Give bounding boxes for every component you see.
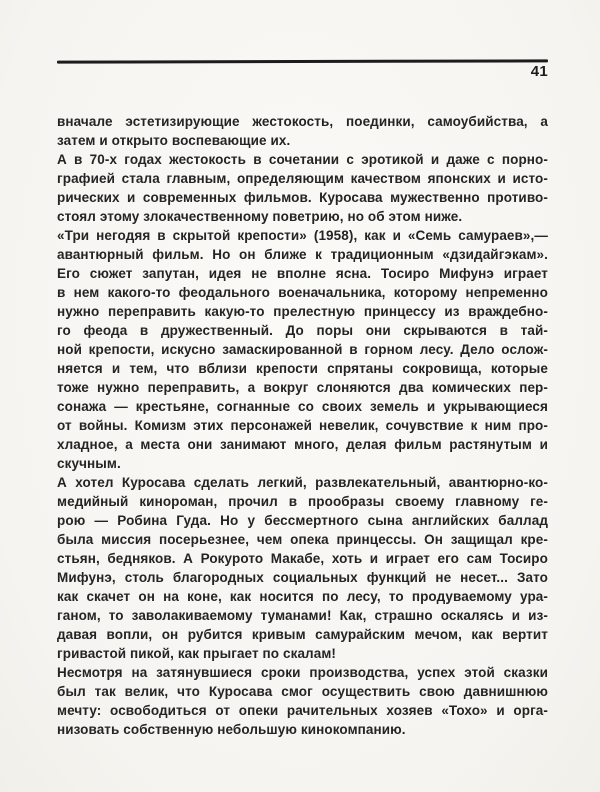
text-line: ганом, то заволакиваемому туманами! Как, страшно оскалясь и из-	[57, 608, 548, 623]
text-line: рических и современных фильмов. Куросава мужественно противо-	[57, 190, 548, 205]
page-number: 41	[530, 63, 548, 80]
text-line: сонажа — крестьяне, согнанные со своих земель и укрывающиеся	[57, 399, 548, 414]
text-line: стоял этому злокачественному поветрию, но об этом ниже.	[57, 209, 463, 224]
text-line: Мифунэ, столь благородных социальных функций не несет... Зато	[57, 570, 548, 585]
text-line: го феода в дружественный. До поры они скрываются в тай-	[57, 323, 548, 338]
text-line: была миссия посерьезнее, чем опека принцессы. Он защищал кре-	[57, 532, 548, 547]
text-line: Несмотря на затянувшиеся сроки производства, успех этой сказки	[57, 665, 548, 680]
text-block	[57, 112, 548, 739]
text-line: был так велик, что Куросава смог осуществить свою давнишнюю	[57, 684, 548, 699]
paragraph-1	[57, 112, 548, 150]
text-line: тоже нужно переправить, а вокруг слоняются два комических пер-	[57, 380, 548, 395]
text-line: графией стала главным, определяющим качеством японских и исто-	[57, 171, 548, 186]
text-line: затем и открыто воспевающие их.	[57, 133, 291, 148]
text-line: Его сюжет запутан, идея не вполне ясна. Тосиро Мифунэ играет	[57, 266, 548, 281]
text-line: рою — Робина Гуда. Но у бессмертного сына английских баллад	[57, 513, 548, 528]
text-line: гривастой пикой, как прыгает по скалам!	[57, 646, 337, 661]
paragraph-5	[57, 663, 548, 739]
text-line: в нем какого-то феодального военачальника, которому непременно	[57, 285, 548, 300]
paragraph-4	[57, 473, 548, 663]
text-line: мечту: освободиться от опеки рачительных хозяев «Тохо» и орга-	[57, 703, 548, 718]
text-line: А хотел Куросава сделать легкий, развлекательный, авантюрно-ко-	[57, 475, 548, 490]
text-line: скучным.	[57, 456, 121, 471]
paragraph-3	[57, 226, 548, 473]
text-line: хладное, а места они занимают много, делая фильм растянутым и	[57, 437, 548, 452]
text-line: «Три негодяя в скрытой крепости» (1958), как и «Семь самураев»,—	[57, 228, 548, 243]
text-line: нужно переправить какую-то прелестную принцессу из враждебно-	[57, 304, 548, 319]
text-line: низовать собственную небольшую кинокомпанию.	[57, 722, 406, 737]
text-line: от войны. Комизм этих персонажей невелик, сочувствие к ним про-	[57, 418, 548, 433]
text-line: авантюрный фильм. Но он ближе к традиционным «дзидайгэкам».	[57, 247, 548, 262]
text-line: стьян, бедняков. А Рокурото Макабе, хоть и играет его сам Тосиро	[57, 551, 548, 566]
text-line: медийный кинороман, прочил в прообразы своему главному ге-	[57, 494, 548, 509]
text-line: как скачет он на коне, как носится по лесу, то продуваемому ура-	[57, 589, 548, 604]
text-line: давая вопли, он рубится кривым самурайским мечом, как вертит	[57, 627, 548, 642]
paragraph-2	[57, 150, 548, 226]
text-line: вначале эстетизирующие жестокость, поединки, самоубийства, а	[57, 114, 548, 129]
text-line: няется и тем, что вблизи крепости спрятаны сокровища, которые	[57, 361, 548, 376]
text-line: А в 70-х годах жестокость в сочетании с эротикой и даже с порно-	[57, 152, 548, 167]
text-line: ной крепости, искусно замаскированной в горном лесу. Дело ослож-	[57, 342, 548, 357]
